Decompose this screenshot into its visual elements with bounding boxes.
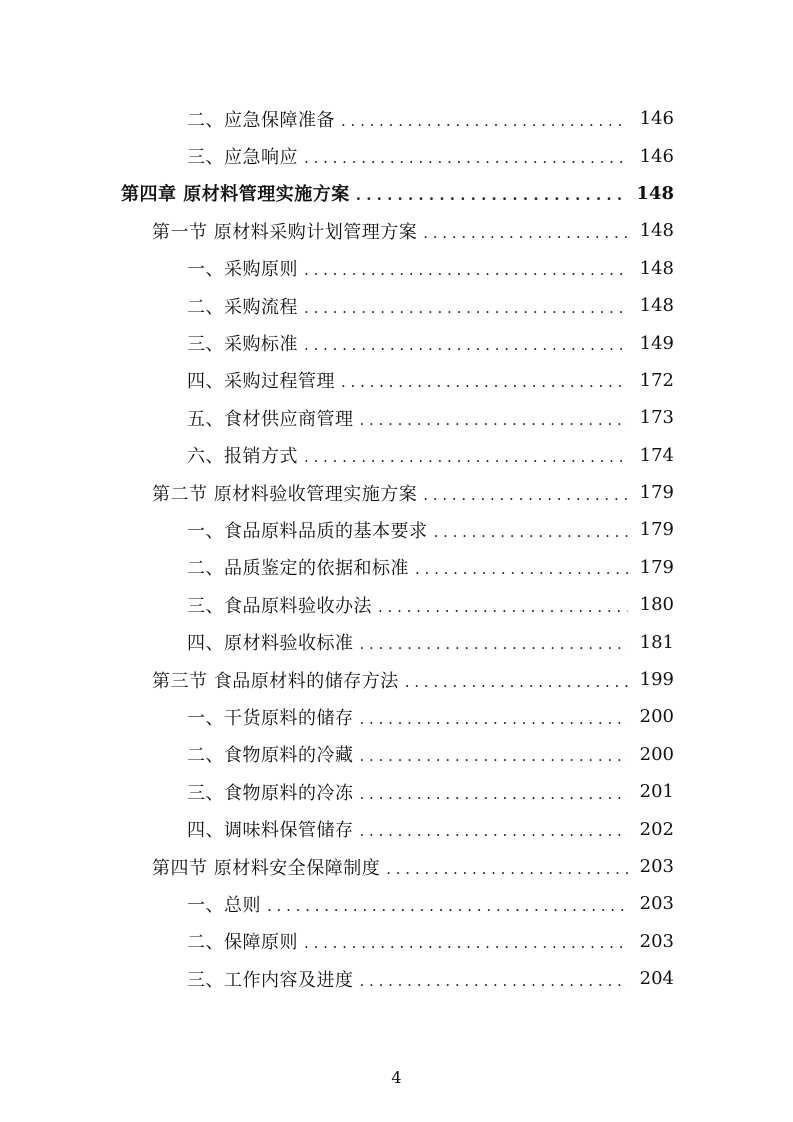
toc-leader-dots — [360, 747, 629, 765]
toc-entry-title: 一、采购原则 — [187, 259, 298, 281]
toc-leader-dots — [378, 598, 628, 616]
toc-leader-dots — [356, 186, 628, 204]
toc-entry[interactable] — [0, 362, 793, 399]
toc-entry-title: 第四节 原材料安全保障制度 — [152, 857, 381, 879]
toc-entry[interactable] — [0, 698, 793, 735]
toc-entry-page: 200 — [639, 743, 674, 765]
toc-entry-page: 202 — [639, 818, 674, 840]
toc-entry-page: 203 — [639, 930, 674, 952]
toc-entry[interactable] — [0, 250, 793, 287]
toc-entry-page: 201 — [639, 781, 674, 803]
toc-entry-title: 二、食物原料的冷藏 — [187, 745, 354, 767]
toc-chapter-entry[interactable] — [0, 175, 793, 212]
toc-entry-page: 179 — [639, 482, 674, 504]
toc-section-entry[interactable] — [0, 474, 793, 511]
toc-entry[interactable] — [0, 586, 793, 623]
toc-entry-title: 六、报销方式 — [187, 446, 298, 468]
toc-entry-title: 二、应急保障准备 — [187, 109, 335, 131]
toc-entry[interactable] — [0, 773, 793, 810]
toc-entry-page: 204 — [639, 968, 674, 990]
toc-entry-page: 200 — [639, 706, 674, 728]
toc-entry-title: 第四章 原材料管理实施方案 — [121, 184, 350, 206]
toc-entry-page: 174 — [639, 444, 674, 466]
toc-section-entry[interactable] — [0, 212, 793, 249]
toc-entry-title: 三、工作内容及进度 — [187, 969, 354, 991]
toc-entry[interactable] — [0, 885, 793, 922]
toc-leader-dots — [423, 486, 628, 504]
toc-entry[interactable] — [0, 399, 793, 436]
toc-entry-page: 172 — [639, 369, 674, 391]
page-number: 4 — [391, 1068, 402, 1087]
toc-entry-title: 第三节 食品原材料的储存方法 — [152, 670, 399, 692]
toc-entry-title: 三、食品原料验收办法 — [187, 595, 372, 617]
toc-entry-page: 148 — [636, 182, 674, 204]
toc-entry[interactable] — [0, 437, 793, 474]
toc-entry[interactable] — [0, 960, 793, 997]
toc-leader-dots — [360, 822, 629, 840]
toc-section-entry[interactable] — [0, 661, 793, 698]
toc-entry-title: 四、采购过程管理 — [187, 371, 335, 393]
toc-entry[interactable] — [0, 736, 793, 773]
toc-leader-dots — [434, 523, 629, 541]
toc-entry-page: 203 — [639, 856, 674, 877]
toc-entry-page: 203 — [639, 893, 674, 915]
toc-leader-dots — [304, 448, 628, 466]
toc-entry-page: 199 — [639, 669, 674, 691]
toc-entry[interactable] — [0, 923, 793, 960]
toc-leader-dots — [304, 149, 628, 167]
toc-entry-title: 三、采购标准 — [187, 334, 298, 356]
toc-entry[interactable] — [0, 287, 793, 324]
toc-entry-title: 三、应急响应 — [187, 147, 298, 169]
toc-entry[interactable] — [0, 100, 793, 137]
toc-leader-dots — [360, 785, 629, 803]
toc-leader-dots — [341, 112, 628, 130]
toc-entry[interactable] — [0, 810, 793, 847]
toc-entry-page: 146 — [639, 108, 674, 130]
toc-entry-title: 一、食品原料品质的基本要求 — [187, 520, 428, 542]
toc-entry[interactable] — [0, 137, 793, 174]
table-of-contents — [0, 100, 793, 997]
toc-entry-title: 二、采购流程 — [187, 296, 298, 318]
toc-leader-dots — [423, 224, 628, 242]
toc-leader-dots — [341, 373, 628, 391]
toc-entry[interactable] — [0, 623, 793, 660]
toc-entry[interactable] — [0, 324, 793, 361]
toc-leader-dots — [360, 972, 629, 990]
toc-entry-title: 三、食物原料的冷冻 — [187, 782, 354, 804]
toc-entry-page: 181 — [639, 631, 674, 653]
toc-entry-title: 五、食材供应商管理 — [187, 408, 354, 430]
toc-entry-page: 148 — [639, 220, 674, 242]
toc-entry-title: 四、调味料保管储存 — [187, 820, 354, 842]
toc-entry-title: 第一节 原材料采购计划管理方案 — [152, 221, 418, 243]
toc-entry-page: 179 — [639, 556, 674, 578]
toc-entry-page: 180 — [639, 594, 674, 616]
toc-entry-title: 二、品质鉴定的依据和标准 — [187, 558, 409, 580]
toc-leader-dots — [267, 897, 628, 915]
toc-leader-dots — [405, 673, 628, 691]
toc-entry-title: 四、原材料验收标准 — [187, 633, 354, 655]
toc-entry-page: 179 — [639, 519, 674, 541]
toc-entry[interactable] — [0, 511, 793, 548]
toc-leader-dots — [360, 411, 629, 429]
toc-leader-dots — [304, 299, 628, 317]
toc-leader-dots — [304, 261, 628, 279]
toc-leader-dots — [415, 560, 628, 578]
toc-entry-page: 148 — [639, 295, 674, 317]
toc-entry-title: 第二节 原材料验收管理实施方案 — [152, 483, 418, 505]
toc-entry-title: 二、保障原则 — [187, 932, 298, 954]
toc-entry-page: 149 — [639, 332, 674, 354]
toc-section-entry[interactable] — [0, 848, 793, 885]
toc-leader-dots — [304, 336, 628, 354]
toc-entry-page: 148 — [639, 257, 674, 279]
toc-entry-page: 146 — [639, 145, 674, 167]
toc-leader-dots — [304, 934, 628, 952]
toc-leader-dots — [386, 860, 628, 878]
toc-entry[interactable] — [0, 549, 793, 586]
toc-entry-title: 一、总则 — [187, 894, 261, 916]
toc-leader-dots — [360, 710, 629, 728]
toc-entry-title: 一、干货原料的储存 — [187, 707, 354, 729]
toc-entry-page: 173 — [639, 407, 674, 429]
toc-leader-dots — [360, 635, 629, 653]
